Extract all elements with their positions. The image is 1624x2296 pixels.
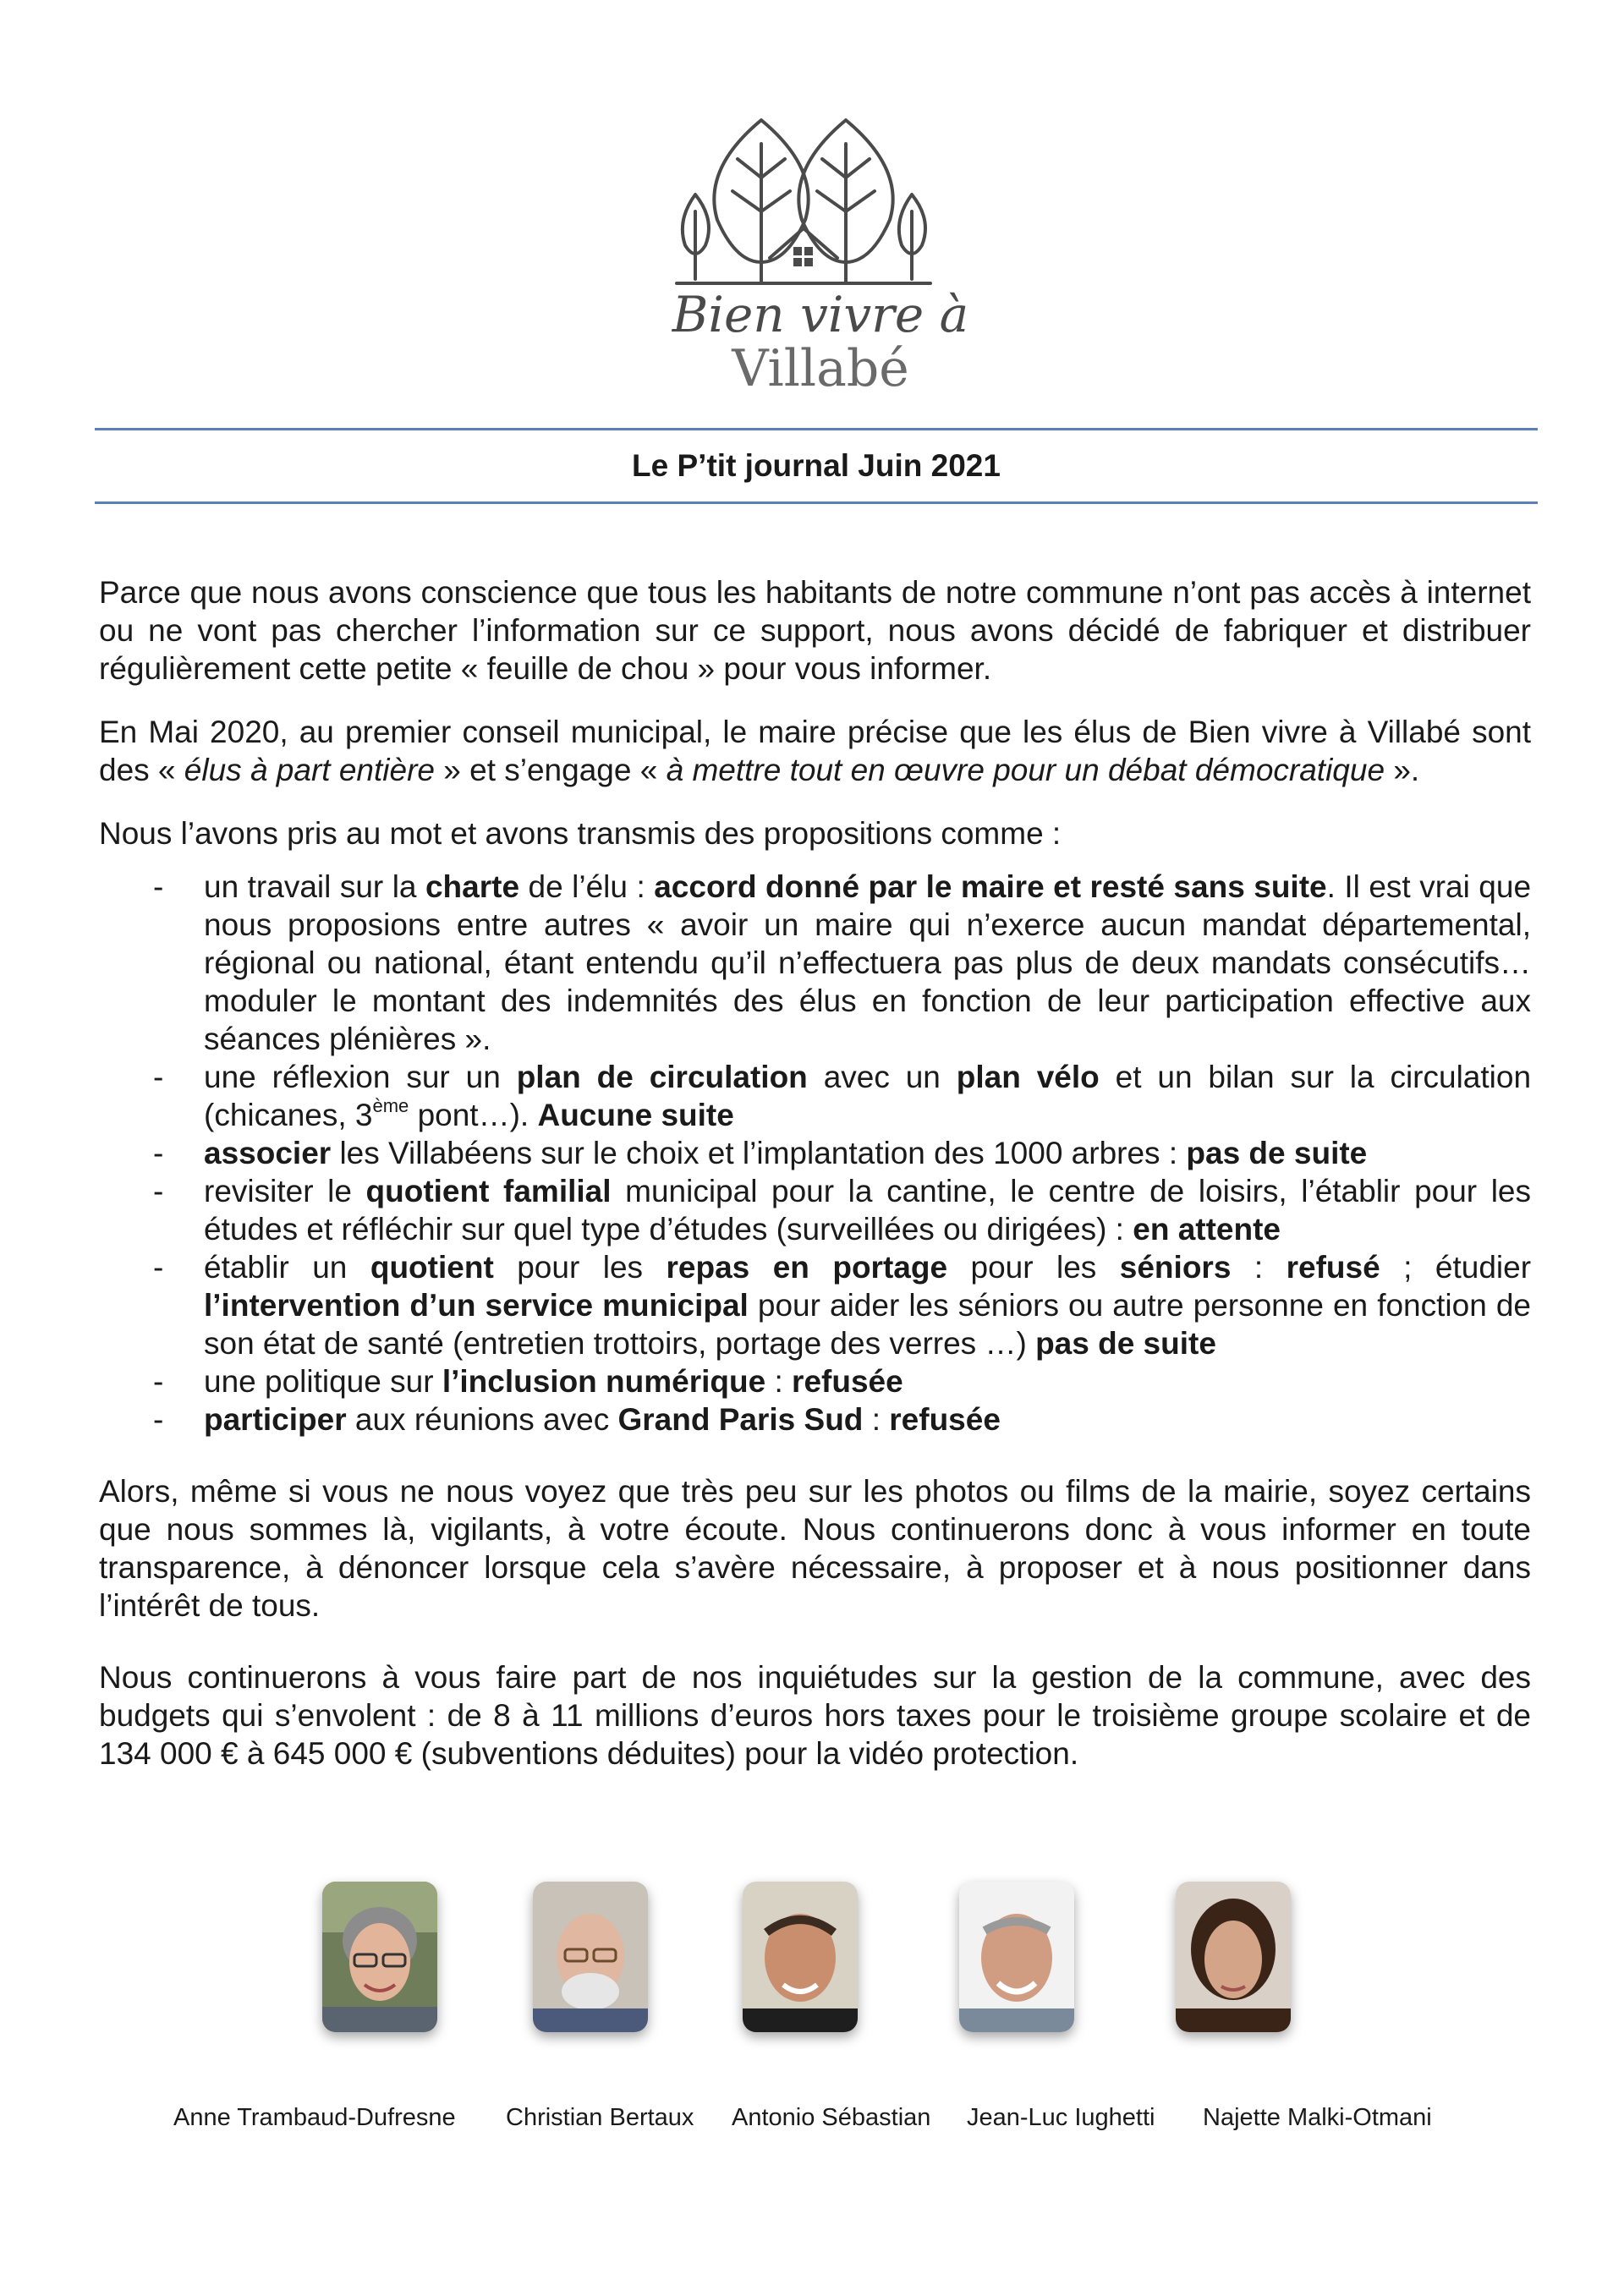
budget-paragraph: Nous continuerons à vous faire part de nos inquiétudes sur la gestion de la commune, avec des budgets qui s’envolent : de 8 à 11 millions d’euros hors taxes pour le troisième groupe scolaire et de 134 000 € à 645 000 € (subventions déduites) pour la vidéo protection. [99, 1660, 1531, 1771]
page-title: Le P’tit journal Juin 2021 [632, 448, 1001, 483]
list-item: - associer les Villabéens sur le choix et l’implantation des 1000 arbres : pas de suite [153, 1136, 1368, 1170]
intro-paragraph: Parce que nous avons conscience que tous les habitants de notre commune n’ont pas accès à internet ou ne vont pas chercher l’information sur ce support, nous avons décidé de fabriquer et distribuer régulièrement cette petite « feuille de chou » pour vous informer. [99, 575, 1531, 686]
logo-line1: Bien vivre à [672, 286, 969, 343]
member-name: Christian Bertaux [506, 2104, 694, 2131]
proposals-list [99, 868, 1531, 1438]
member-name: Jean-Luc Iughetti [967, 2104, 1155, 2131]
list-item: - une réflexion sur un plan de circulation avec un plan vélo et un bilan sur la circulation (chicanes, 3ème pont…). Aucune suite [153, 1060, 1532, 1132]
list-item: - participer aux réunions avec Grand Paris Sud : refusée [153, 1402, 1001, 1437]
header-top-rule [95, 428, 1538, 430]
avatar [322, 1882, 437, 2032]
member-name: Antonio Sébastian [732, 2104, 931, 2131]
avatar [743, 1882, 858, 2032]
list-item: - un travail sur la charte de l’élu : accord donné par le maire et resté sans suite. Il est vrai que nous proposions entre autres « avoir un maire qui n’exerce aucun mandat départemental, régional ou national, étant entendu qu’il n’effectuera pas plus de deux mandats consécutifs… moduler le montant des indemnités des élus en fonction de leur participation effective aux séances plénières ». [153, 869, 1532, 1056]
logo [643, 110, 998, 397]
list-item: - établir un quotient pour les repas en portage pour les séniors : refusé ; étudier l’intervention d’un service municipal pour aider les séniors ou autre personne en fonction de son état de santé (entretien trottoirs, portage des verres …) pas de suite [153, 1250, 1532, 1361]
list-item: - revisiter le quotient familial municipal pour la cantine, le centre de loisirs, l’établir pour les études et réfléchir sur quel type d’études (surveillées ou dirigées) : en attente [153, 1174, 1532, 1247]
header-bottom-rule [95, 501, 1538, 504]
proposals-intro: Nous l’avons pris au mot et avons transmis des propositions comme : [99, 816, 1062, 851]
closing-paragraph: Alors, même si vous ne nous voyez que très peu sur les photos ou films de la mairie, soyez certains que nous sommes là, vigilants, à votre écoute. Nous continuerons donc à vous informer en toute transparence, à dénoncer lorsque cela s’avère nécessaire, à proposer et à nous positionner dans l’intérêt de tous. [99, 1474, 1531, 1623]
logo-line2: Villabé [732, 339, 909, 397]
trees-house-icon [643, 110, 998, 397]
list-item: - une politique sur l’inclusion numérique : refusée [153, 1364, 903, 1399]
article-body [99, 573, 1531, 1798]
avatar [1176, 1882, 1291, 2032]
member-photos [0, 1882, 1624, 2042]
mayor-paragraph: En Mai 2020, au premier conseil municipal, le maire précise que les élus de Bien vivre à Villabé sont des « élus à part entière » et s’engage « à mettre tout en œuvre pour un débat démocratique ». [99, 715, 1531, 787]
avatar [533, 1882, 648, 2032]
member-name: Anne Trambaud-Dufresne [173, 2104, 456, 2131]
avatar [959, 1882, 1074, 2032]
member-name: Najette Malki-Otmani [1203, 2104, 1432, 2131]
